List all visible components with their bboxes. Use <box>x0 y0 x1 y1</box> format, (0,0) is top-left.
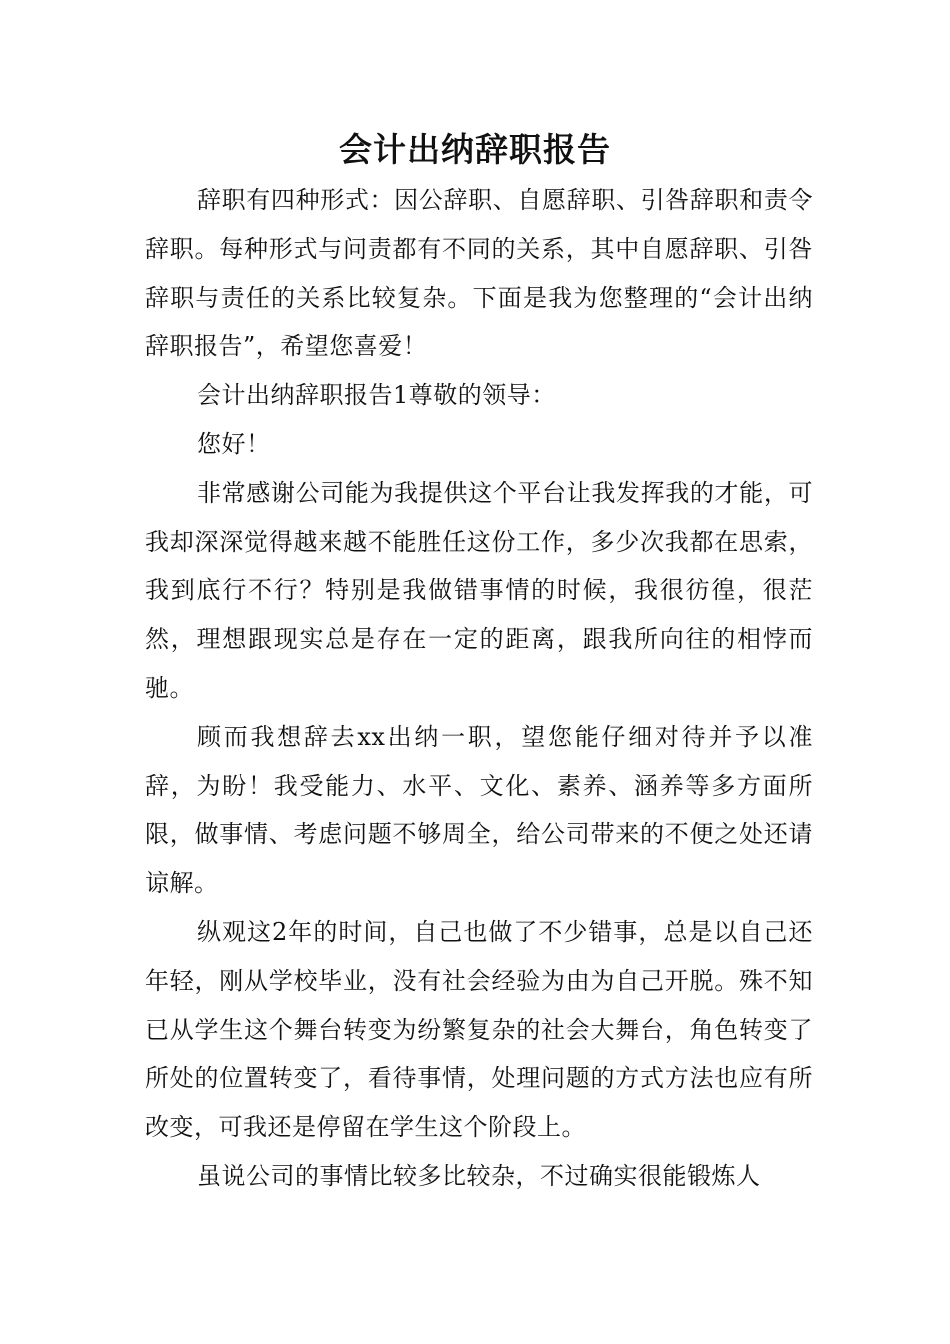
document-body <box>145 176 813 1201</box>
report-heading-salutation: 会计出纳辞职报告1尊敬的领导： <box>197 381 556 410</box>
body-paragraph: 虽说公司的事情比较多比较杂，不过确实很能锻炼人 <box>197 1161 761 1190</box>
greeting-paragraph: 您好！ <box>197 429 271 458</box>
body-paragraph: 非常感谢公司能为我提供这个平台让我发挥我的才能，可我却深深觉得越来越不能胜任这份工作，多少次我都在思索，我到底行不行？特别是我做错事情的时候，我很彷徨，很茫然，理想跟现实总是存在一定的距离，跟我所向往的相悖而驰。 <box>145 478 813 702</box>
document-title: 会计出纳辞职报告 <box>339 130 611 169</box>
body-paragraph: 顾而我想辞去xx出纳一职，望您能仔细对待并予以准辞，为盼！我受能力、水平、文化、素养、涵养等多方面所限，做事情、考虑问题不够周全，给公司带来的不便之处还请谅解。 <box>145 722 813 898</box>
body-paragraph: 纵观这2年的时间，自己也做了不少错事，总是以自己还年轻，刚从学校毕业，没有社会经验为由为自己开脱。殊不知已从学生这个舞台转变为纷繁复杂的社会大舞台，角色转变了所处的位置转变了，看待事情，处理问题的方式方法也应有所改变，可我还是停留在学生这个阶段上。 <box>145 917 813 1142</box>
intro-paragraph: 辞职有四种形式：因公辞职、自愿辞职、引咎辞职和责令辞职。每种形式与问责都有不同的关系，其中自愿辞职、引咎辞职与责任的关系比较复杂。下面是我为您整理的“会计出纳辞职报告”，希望您喜爱！ <box>145 186 813 361</box>
